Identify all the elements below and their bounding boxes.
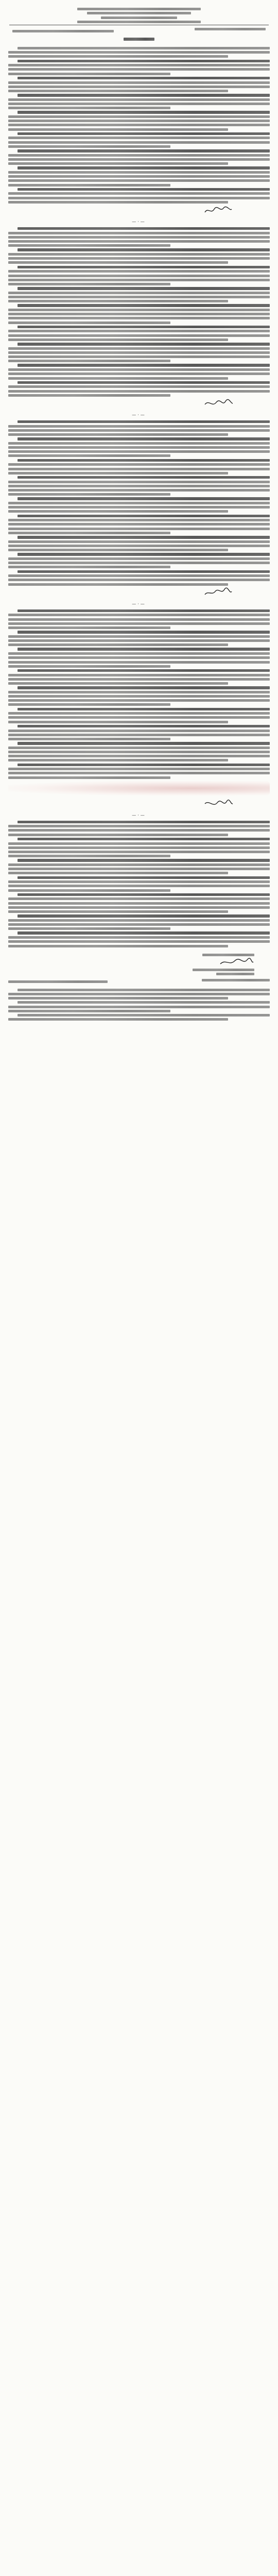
- text-line: [8, 351, 270, 354]
- page-break-mark: —·—: [132, 219, 146, 224]
- text-line: [8, 257, 270, 260]
- text-line: [18, 536, 270, 539]
- order-paragraph: [8, 420, 270, 436]
- text-line: [8, 261, 228, 264]
- text-line: [8, 712, 270, 715]
- text-line: [8, 703, 170, 706]
- page-break-mark: —·—: [132, 812, 146, 818]
- text-line: [18, 326, 270, 329]
- text-line: [8, 334, 270, 337]
- order-paragraph: [8, 111, 270, 130]
- order-paragraph: [8, 708, 270, 723]
- reference-number-scan: [12, 30, 114, 32]
- text-line: [8, 643, 228, 646]
- text-line: [8, 1006, 270, 1008]
- text-line: [8, 695, 270, 698]
- text-line: [8, 454, 170, 457]
- text-line: [8, 481, 270, 483]
- text-line: [8, 372, 270, 375]
- text-line: [8, 313, 270, 315]
- order-body: [0, 42, 278, 1021]
- text-line: [8, 493, 170, 496]
- distribution-ref-scan: [8, 980, 108, 983]
- order-paragraph: [8, 77, 270, 92]
- text-line: [8, 338, 228, 341]
- order-section-1: [8, 60, 270, 204]
- text-line: [8, 927, 170, 930]
- text-line: [8, 665, 170, 668]
- order-paragraph: [8, 838, 270, 857]
- text-line: [8, 734, 270, 736]
- text-line: [18, 1014, 270, 1016]
- order-paragraph: [8, 459, 270, 474]
- order-paragraph: [8, 570, 270, 586]
- text-line: [8, 390, 270, 393]
- text-line: [8, 566, 170, 568]
- text-line: [8, 716, 270, 719]
- text-line: [8, 179, 270, 182]
- text-line: [18, 149, 270, 152]
- text-line: [8, 919, 270, 922]
- text-line: [8, 532, 170, 534]
- order-paragraph: [8, 536, 270, 551]
- text-line: [18, 266, 270, 269]
- text-line: [8, 244, 170, 247]
- text-line: [8, 360, 170, 362]
- text-line: [18, 188, 270, 191]
- text-line: [8, 945, 228, 947]
- text-line: [18, 570, 270, 573]
- text-line: [8, 236, 270, 239]
- order-paragraph: [8, 437, 270, 457]
- order-paragraph: [8, 248, 270, 264]
- text-line: [8, 678, 270, 681]
- text-line: [18, 343, 270, 346]
- letterhead-scan-2: [87, 12, 191, 14]
- text-line: [8, 1018, 228, 1021]
- signature-mark-3: [8, 587, 270, 599]
- order-paragraph: [8, 931, 270, 947]
- letterhead: [0, 0, 278, 4]
- text-line: [8, 889, 170, 892]
- text-line: [8, 128, 228, 131]
- text-line: [8, 442, 270, 445]
- text-line: [18, 859, 270, 862]
- signature-icon: [203, 205, 234, 215]
- text-line: [8, 385, 270, 388]
- order-paragraph: [8, 876, 270, 892]
- text-line: [8, 855, 170, 857]
- text-line: [8, 897, 270, 900]
- text-line: [8, 347, 270, 350]
- text-line: [8, 557, 270, 560]
- signature-icon: [203, 398, 234, 409]
- order-paragraph: [8, 304, 270, 324]
- text-line: [8, 545, 270, 547]
- text-line: [18, 476, 270, 479]
- text-line: [8, 86, 270, 88]
- text-line: [18, 248, 270, 251]
- text-line: [8, 614, 270, 616]
- text-line: [8, 872, 228, 874]
- text-line: [8, 64, 270, 66]
- text-line: [8, 145, 170, 148]
- signature-icon: [203, 587, 234, 598]
- order-paragraph: [8, 60, 270, 75]
- redacted-stamp-area: [8, 781, 270, 795]
- text-line: [8, 885, 270, 887]
- text-line: [8, 562, 270, 564]
- order-paragraph: [8, 859, 270, 874]
- text-line: [8, 279, 270, 281]
- text-line: [8, 639, 270, 642]
- text-line: [18, 838, 270, 841]
- text-line: [18, 420, 270, 423]
- text-line: [8, 472, 228, 474]
- order-paragraph: [8, 764, 270, 779]
- signature-mark-1: [8, 205, 270, 216]
- order-paragraph: [8, 227, 270, 247]
- page-break-mark: —·—: [132, 601, 146, 606]
- distribution-date-scan: [202, 979, 270, 981]
- letterhead-scan-4: [77, 21, 201, 23]
- text-line: [8, 842, 270, 845]
- text-line: [8, 197, 270, 199]
- text-line: [18, 648, 270, 651]
- text-line: [8, 283, 170, 285]
- text-line: [8, 863, 270, 866]
- text-line: [8, 510, 228, 513]
- text-line: [8, 755, 270, 757]
- text-line: [8, 292, 270, 294]
- text-line: [8, 446, 270, 449]
- text-line: [8, 171, 270, 174]
- text-line: [8, 906, 270, 909]
- text-line: [18, 497, 270, 500]
- text-line: [18, 166, 270, 170]
- text-line: [8, 851, 270, 853]
- closing-scan-3: [216, 973, 254, 975]
- text-line: [8, 489, 270, 492]
- text-line: [8, 506, 270, 509]
- text-line: [8, 184, 170, 187]
- text-line: [8, 103, 270, 105]
- text-line: [8, 330, 270, 332]
- closing-scan-1: [202, 954, 254, 956]
- text-line: [8, 55, 228, 58]
- text-line: [8, 730, 270, 732]
- distribution-list: [8, 989, 270, 1021]
- order-section-5: [8, 821, 270, 947]
- text-line: [8, 162, 228, 165]
- text-line: [8, 829, 270, 832]
- text-line: [18, 132, 270, 135]
- order-paragraph: [8, 553, 270, 568]
- text-line: [8, 747, 270, 749]
- text-line: [8, 519, 270, 521]
- text-line: [18, 60, 270, 63]
- text-line: [8, 296, 270, 298]
- text-line: [18, 47, 270, 49]
- order-paragraph: [8, 914, 270, 930]
- order-paragraph: [8, 166, 270, 186]
- text-line: [8, 124, 270, 126]
- text-line: [8, 738, 170, 740]
- order-paragraph: [8, 742, 270, 761]
- order-paragraph: [8, 515, 270, 534]
- text-line: [8, 618, 270, 621]
- order-section-2: [8, 227, 270, 397]
- text-line: [8, 300, 228, 302]
- text-line: [18, 77, 270, 80]
- text-line: [18, 227, 270, 230]
- order-paragraph: [8, 893, 270, 913]
- text-line: [18, 631, 270, 634]
- text-line: [8, 936, 270, 939]
- text-line: [8, 868, 270, 870]
- text-line: [8, 940, 270, 943]
- order-paragraph: [8, 631, 270, 646]
- text-line: [8, 635, 270, 638]
- text-line: [18, 515, 270, 518]
- order-paragraph: [8, 149, 270, 165]
- text-line: [8, 652, 270, 655]
- text-line: [8, 429, 270, 432]
- text-line: [18, 94, 270, 97]
- text-line: [8, 192, 270, 195]
- text-line: [8, 158, 270, 161]
- text-line: [18, 304, 270, 307]
- text-line: [8, 368, 270, 371]
- order-paragraph: [8, 188, 270, 204]
- closing-scan-2: [193, 969, 254, 971]
- text-line: [8, 270, 270, 273]
- text-line: [8, 993, 270, 995]
- order-paragraph: [8, 669, 270, 685]
- text-line: [8, 433, 228, 436]
- text-line: [8, 137, 270, 139]
- text-line: [8, 622, 270, 625]
- text-line: [8, 141, 270, 144]
- order-paragraph: [8, 686, 270, 706]
- text-line: [18, 893, 270, 896]
- text-line: [18, 111, 270, 114]
- order-paragraph: [8, 266, 270, 285]
- text-line: [8, 626, 170, 629]
- text-line: [8, 923, 270, 926]
- order-paragraph: [8, 497, 270, 513]
- signature-mark-2: [8, 398, 270, 410]
- text-line: [18, 609, 270, 613]
- text-line: [8, 825, 270, 827]
- text-line: [8, 90, 228, 92]
- text-line: [8, 502, 270, 504]
- text-line: [8, 51, 270, 54]
- text-line: [8, 674, 270, 676]
- text-line: [18, 364, 270, 367]
- order-paragraph: [8, 343, 270, 362]
- text-line: [8, 902, 270, 905]
- text-line: [8, 997, 228, 999]
- signature-icon: [218, 958, 254, 967]
- text-line: [8, 317, 270, 319]
- text-line: [8, 154, 270, 157]
- text-line: [8, 240, 270, 243]
- order-paragraph: [8, 94, 270, 109]
- text-line: [18, 1001, 270, 1004]
- text-line: [18, 459, 270, 462]
- order-paragraph: [8, 648, 270, 667]
- order-paragraph: [8, 381, 270, 397]
- text-line: [8, 523, 270, 526]
- text-line: [8, 880, 270, 883]
- text-line: [8, 691, 270, 693]
- text-line: [18, 669, 270, 672]
- text-line: [18, 931, 270, 935]
- order-paragraph: [8, 326, 270, 341]
- text-line: [8, 73, 170, 75]
- text-line: [18, 708, 270, 711]
- order-title-scan: [124, 38, 154, 41]
- text-line: [8, 309, 270, 311]
- text-line: [8, 574, 270, 577]
- text-line: [18, 686, 270, 689]
- text-line: [18, 821, 270, 824]
- text-line: [8, 772, 270, 774]
- text-line: [8, 583, 228, 586]
- text-line: [8, 107, 170, 109]
- signature-mark-4: [8, 799, 270, 810]
- text-line: [18, 876, 270, 879]
- text-line: [8, 485, 270, 487]
- signature-icon: [203, 799, 234, 809]
- order-paragraph: [8, 725, 270, 740]
- preamble: [8, 47, 270, 58]
- page-break-mark: —·—: [132, 412, 146, 417]
- text-line: [18, 287, 270, 290]
- reference-date-scan: [195, 28, 266, 30]
- text-line: [8, 425, 270, 428]
- text-line: [8, 1010, 170, 1012]
- text-line: [18, 742, 270, 745]
- text-line: [8, 910, 228, 913]
- text-line: [8, 699, 270, 702]
- text-line: [18, 764, 270, 767]
- text-line: [8, 656, 270, 659]
- text-line: [8, 549, 228, 551]
- text-line: [18, 381, 270, 384]
- text-line: [8, 759, 228, 761]
- text-line: [8, 528, 270, 530]
- text-line: [18, 553, 270, 556]
- text-line: [8, 450, 270, 453]
- text-line: [8, 232, 270, 234]
- text-line: [8, 175, 270, 178]
- text-line: [8, 751, 270, 753]
- text-line: [18, 725, 270, 728]
- text-line: [8, 579, 270, 581]
- text-line: [18, 437, 270, 440]
- text-line: [8, 120, 270, 122]
- text-line: [8, 115, 270, 118]
- text-line: [8, 275, 270, 277]
- letterhead-scan-1: [77, 8, 201, 10]
- text-line: [8, 253, 270, 256]
- text-line: [8, 776, 170, 779]
- text-line: [8, 661, 270, 664]
- order-paragraph: [8, 287, 270, 302]
- text-line: [8, 540, 270, 543]
- order-paragraph: [8, 476, 270, 496]
- text-line: [18, 989, 270, 991]
- order-paragraph: [8, 132, 270, 148]
- text-line: [8, 377, 228, 380]
- letterhead-scan-3: [101, 16, 178, 19]
- text-line: [8, 768, 270, 770]
- order-section-4: [8, 609, 270, 779]
- text-line: [8, 321, 170, 324]
- text-line: [8, 834, 228, 836]
- text-line: [8, 81, 270, 84]
- text-line: [8, 201, 228, 204]
- text-line: [18, 914, 270, 918]
- order-paragraph: [8, 609, 270, 629]
- text-line: [8, 721, 228, 723]
- text-line: [8, 355, 270, 358]
- text-line: [8, 394, 170, 397]
- text-line: [8, 846, 270, 849]
- text-line: [8, 68, 270, 71]
- order-section-3: [8, 420, 270, 586]
- order-paragraph: [8, 364, 270, 379]
- text-line: [8, 682, 228, 685]
- order-paragraph: [8, 821, 270, 836]
- text-line: [8, 98, 270, 101]
- text-line: [8, 463, 270, 466]
- text-line: [8, 468, 270, 470]
